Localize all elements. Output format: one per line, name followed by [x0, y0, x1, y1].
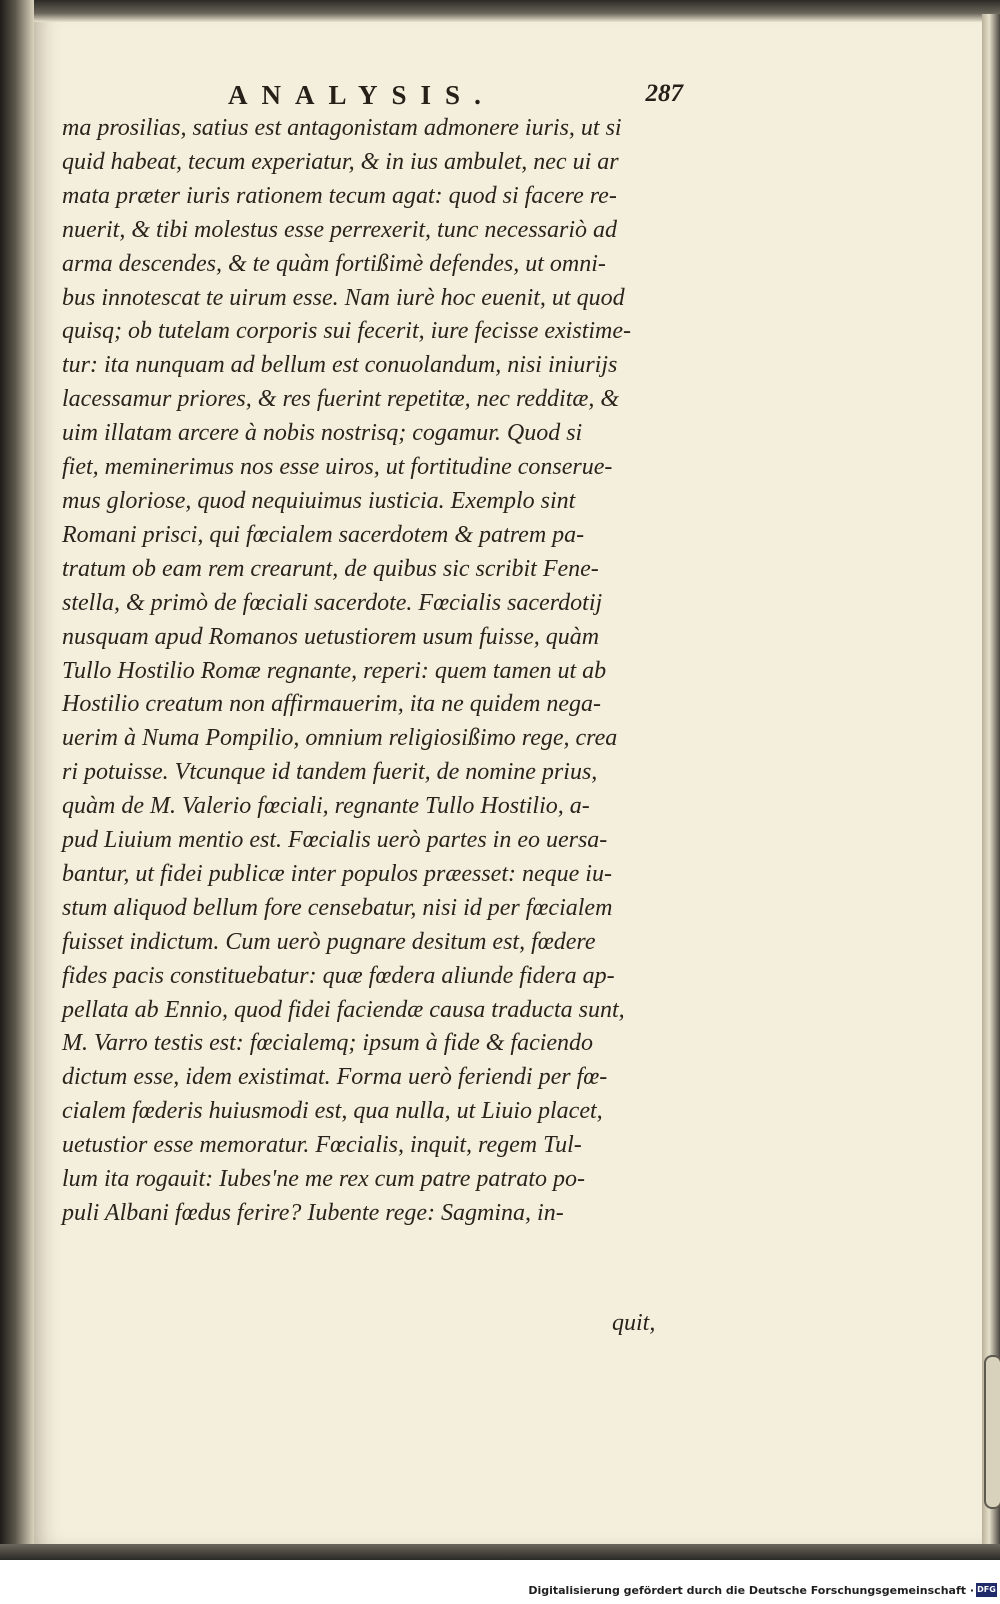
- text-line: fiet, meminerimus nos esse uiros, ut fortitudine conserue-: [62, 454, 613, 481]
- text-line: mus gloriose, quod nequiuimus iusticia. Exemplo sint: [62, 487, 576, 514]
- text-line: mata præter iuris rationem tecum agat: quod si facere re-: [62, 182, 617, 209]
- text-line: uerim à Numa Pompilio, omnium religiosißimo rege, crea: [62, 725, 618, 752]
- text-line: M. Varro testis est: fœcialemq; ipsum à fide & faciendo: [62, 1030, 594, 1057]
- text-line: bantur, ut fidei publicæ inter populos præesset: neque iu-: [62, 860, 612, 887]
- text-line: uim illatam arcere à nobis nostrisq; cogamur. Quod si: [62, 420, 583, 447]
- right-page-edge: [982, 14, 1000, 1544]
- text-line: uetustior esse memoratur. Fœcialis, inquit, regem Tul-: [62, 1132, 582, 1159]
- text-line: puli Albani fœdus ferire? Iubente rege: Sagmina, in-: [62, 1200, 564, 1226]
- footer-bar: [0, 1560, 1000, 1604]
- text-line: ri potuisse. Vtcunque id tandem fuerit, de nomine prius,: [62, 759, 598, 786]
- text-line: quàm de M. Valerio fœciali, regnante Tullo Hostilio, a-: [62, 793, 590, 820]
- text-line: Tullo Hostilio Romæ regnante, reperi: quem tamen ut ab: [62, 657, 607, 684]
- bottom-page-edge: [0, 1544, 1000, 1560]
- text-line: ma prosilias, satius est antagonistam admonere iuris, ut si: [62, 115, 622, 141]
- running-head: ANALYSIS.: [228, 80, 495, 110]
- text-line: stum aliquod bellum fore censebatur, nisi id per fœcialem: [62, 894, 613, 921]
- page-number: 287: [645, 80, 683, 107]
- text-line: fides pacis constituebatur: quæ fœdera aliunde fidera ap-: [62, 962, 615, 989]
- dfg-logo: DFG: [976, 1583, 997, 1597]
- catchword: quit,: [612, 1310, 656, 1336]
- page-clip: [984, 1355, 1000, 1509]
- digitization-credit: Digitalisierung gefördert durch die Deutsche Forschungsgemeinschaft ·: [528, 1584, 974, 1597]
- text-line: pud Liuium mentio est. Fœcialis uerò partes in eo uersa-: [62, 827, 608, 854]
- text-line: tratum ob eam rem crearunt, de quibus sic scribit Fene-: [62, 555, 599, 582]
- text-line: lacessamur priores, & res fuerint repetitæ, nec redditæ, &: [62, 386, 620, 413]
- body-text: [62, 112, 690, 1231]
- text-line: cialem fœderis huiusmodi est, qua nulla, ut Liuio placet,: [62, 1098, 603, 1125]
- text-line: Hostilio creatum non affirmauerim, ita ne quidem nega-: [62, 691, 602, 718]
- text-line: quid habeat, tecum experiatur, & in ius ambulet, nec ui ar: [62, 148, 619, 175]
- text-line: nuerit, & tibi molestus esse perrexerit, tunc necessariò ad: [62, 216, 618, 243]
- top-page-edge: [0, 0, 1000, 22]
- text-line: dictum esse, idem existimat. Forma uerò feriendi per fœ-: [62, 1064, 608, 1091]
- text-line: pellata ab Ennio, quod fidei faciendæ causa traducta sunt,: [62, 996, 625, 1023]
- page-header: [228, 80, 683, 114]
- text-line: fuisset indictum. Cum uerò pugnare desitum est, fœdere: [62, 928, 596, 955]
- text-line: arma descendes, & te quàm fortißimè defendes, ut omni-: [62, 250, 606, 277]
- text-line: bus innotescat te uirum esse. Nam iurè hoc euenit, ut quod: [62, 284, 625, 311]
- text-line: lum ita rogauit: Iubes'ne me rex cum patre patrato po-: [62, 1166, 586, 1193]
- text-line: tur: ita nunquam ad bellum est conuolandum, nisi iniurijs: [62, 352, 618, 379]
- text-line: stella, & primò de fœciali sacerdote. Fœcialis sacerdotij: [62, 589, 603, 616]
- left-gutter: [0, 0, 34, 1560]
- text-line: quisq; ob tutelam corporis sui fecerit, iure fecisse existime-: [62, 318, 632, 345]
- text-line: nusquam apud Romanos uetustiorem usum fuisse, quàm: [62, 623, 600, 650]
- text-line: Romani prisci, qui fœcialem sacerdotem & patrem pa-: [62, 521, 585, 548]
